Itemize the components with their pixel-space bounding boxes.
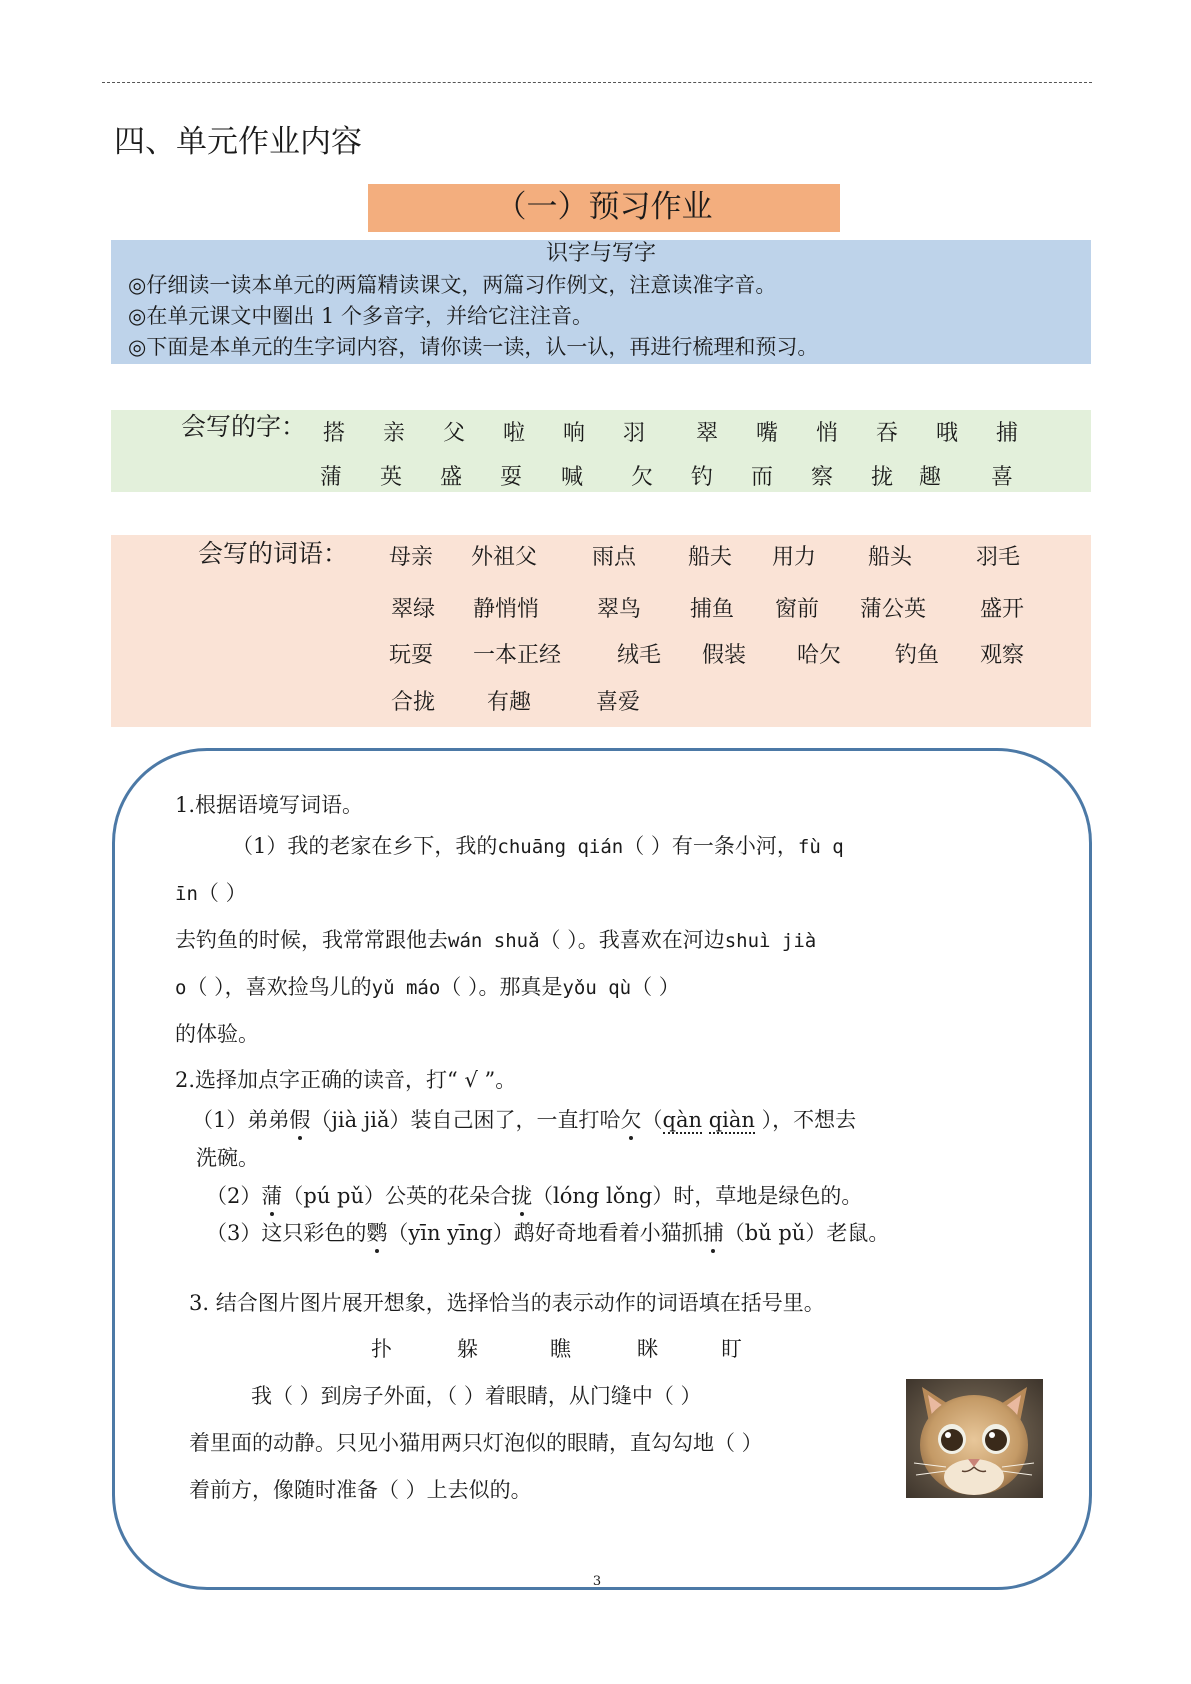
q1-title: 1.根据语境写词语。	[175, 793, 364, 817]
word-cell: 捕鱼	[690, 597, 735, 622]
char-cell: 吞	[876, 421, 899, 446]
dotted-char: 捕	[703, 1217, 724, 1247]
q2-sentence-1: （1）弟弟假（jià jiǎ）装自己困了，一直打哈欠（qàn qiàn ），不想去	[192, 1104, 856, 1134]
word-cell: 母亲	[389, 545, 434, 570]
word-cell: 一本正经	[473, 643, 562, 668]
q1-line-5: 的体验。	[175, 1022, 259, 1046]
char-cell: 喊	[561, 465, 584, 490]
dotted-char: 蒲	[261, 1180, 282, 1210]
word-cell: 用力	[772, 545, 817, 570]
cat-photo	[906, 1379, 1043, 1498]
q3-word: 扑	[371, 1337, 392, 1361]
word-cell: 合拢	[391, 690, 436, 715]
word-cell: 假装	[702, 643, 747, 668]
char-cell: 而	[751, 465, 774, 490]
dotted-char: 拢	[511, 1180, 532, 1210]
word-cell: 船头	[868, 545, 913, 570]
char-cell: 嘴	[756, 421, 779, 446]
word-cell: 雨点	[592, 545, 637, 570]
word-cell: 钓鱼	[895, 643, 940, 668]
word-cell: 外祖父	[471, 545, 538, 570]
writable-words-label: 会写的词语：	[198, 539, 349, 568]
char-cell: 哦	[936, 421, 959, 446]
page-title: （一）预习作业	[495, 189, 713, 225]
q1-line-2: īn（ ）	[175, 881, 247, 905]
char-cell: 耍	[500, 465, 523, 490]
char-cell: 钓	[691, 465, 714, 490]
literacy-line-3: ◎下面是本单元的生字词内容，请你读一读，认一认，再进行梳理和预习。	[128, 335, 819, 359]
word-cell: 翠绿	[391, 597, 436, 622]
char-cell: 趣	[919, 465, 942, 490]
literacy-line-1: ◎仔细读一读本单元的两篇精读课文，两篇习作例文，注意读准字音。	[128, 273, 777, 297]
header-rule	[102, 82, 1092, 83]
q2-title: 2.选择加点字正确的读音，打“ √ ”。	[175, 1068, 517, 1092]
char-cell: 拢	[871, 465, 894, 490]
word-cell: 盛开	[980, 597, 1025, 622]
word-cell: 有趣	[487, 690, 532, 715]
dotted-char: 欠	[621, 1104, 642, 1134]
q3-line-1: 我（ ）到房子外面，（ ）着眼睛，从门缝中（ ）	[251, 1384, 702, 1408]
q2-sentence-3: （3）这只彩色的鹦（yīn yīng）鹉好奇地看着小猫抓捕（bǔ pǔ）老鼠。	[206, 1217, 889, 1247]
char-cell: 盛	[440, 465, 463, 490]
char-cell: 欠	[631, 465, 654, 490]
word-cell: 羽毛	[976, 545, 1021, 570]
q3-word: 瞧	[550, 1337, 571, 1361]
char-cell: 亲	[383, 421, 406, 446]
q1-line-3: 去钓鱼的时候，我常常跟他去wán shuǎ（ ）。我喜欢在河边shuì jià	[175, 928, 817, 952]
dotted-char: 鹦	[366, 1217, 387, 1247]
word-cell: 蒲公英	[860, 597, 927, 622]
char-cell: 搭	[323, 421, 346, 446]
char-cell: 响	[563, 421, 586, 446]
word-cell: 哈欠	[797, 643, 842, 668]
word-cell: 静悄悄	[473, 597, 540, 622]
q3-title: 3. 结合图片图片展开想象，选择恰当的表示动作的词语填在括号里。	[189, 1291, 825, 1315]
char-cell: 喜	[991, 465, 1014, 490]
q2-sentence-2: （2）蒲（pú pǔ）公英的花朵合拢（lóng lǒng）时，草地是绿色的。	[206, 1180, 862, 1210]
q1-line-4: o（ ），喜欢捡鸟儿的yǔ máo（ ）。那真是yǒu qù（ ）	[175, 975, 680, 999]
char-cell: 啦	[503, 421, 526, 446]
char-cell: 羽	[623, 421, 646, 446]
page-number: 3	[592, 1574, 602, 1589]
word-cell: 玩耍	[389, 643, 434, 668]
char-cell: 悄	[816, 421, 839, 446]
q1-line-1: （1）我的老家在乡下，我的chuāng qián（ ）有一条小河，fù q	[232, 834, 844, 858]
section-heading: 四、单元作业内容	[114, 124, 362, 160]
q3-line-3: 着前方，像随时准备（ ）上去似的。	[189, 1478, 532, 1502]
word-cell: 绒毛	[617, 643, 662, 668]
literacy-title: 识字与写字	[545, 241, 656, 266]
dotted-char: 假	[289, 1104, 310, 1134]
q2-sentence-1-cont: 洗碗。	[196, 1146, 259, 1170]
char-cell: 英	[380, 465, 403, 490]
word-cell: 船夫	[688, 545, 733, 570]
word-cell: 翠鸟	[597, 597, 642, 622]
q3-word: 躲	[457, 1337, 478, 1361]
writable-chars-label: 会写的字：	[181, 412, 307, 441]
literacy-line-2: ◎在单元课文中圈出 1 个多音字，并给它注注音。	[128, 304, 594, 328]
char-cell: 察	[811, 465, 834, 490]
word-cell: 观察	[980, 643, 1025, 668]
q3-word: 盯	[721, 1337, 742, 1361]
q3-word: 眯	[637, 1337, 658, 1361]
char-cell: 翠	[696, 421, 719, 446]
char-cell: 父	[443, 421, 466, 446]
word-cell: 窗前	[775, 597, 820, 622]
char-cell: 蒲	[320, 465, 343, 490]
word-cell: 喜爱	[596, 690, 641, 715]
char-cell: 捕	[996, 421, 1019, 446]
q3-line-2: 着里面的动静。只见小猫用两只灯泡似的眼睛，直勾勾地（ ）	[189, 1431, 763, 1455]
